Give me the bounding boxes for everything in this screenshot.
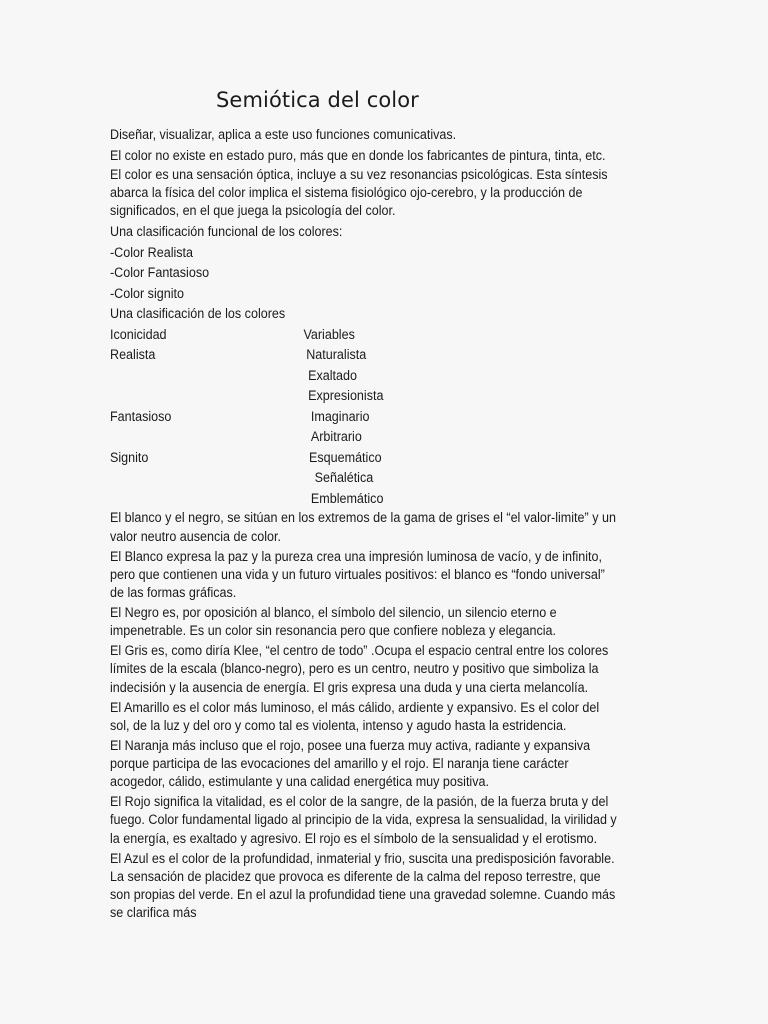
paragraph-negro: El Negro es, por oposición al blanco, el símbolo del silencio, un silencio eterno e impenetrable. Es un color sin resonancia pero que confiere nobleza y elegancia.	[110, 605, 557, 639]
classification-right: Arbitrario	[310, 429, 362, 445]
document-body	[110, 125, 620, 924]
paragraph-blanco: El Blanco expresa la paz y la pureza crea una impresión luminosa de vacío, y de infinito, pero que contienen una vida y un futuro virtuales positivos: el blanco es “fondo universal” de las formas gráficas.	[110, 548, 605, 601]
paragraph-azul: El Azul es el color de la profundidad, inmaterial y frio, suscita una predisposición favorable. La sensación de placidez que provoca es diferente de la calma del reposo terrestre, que son propias del verde. En el azul la profundidad tiene una gravedad solemne. Cuando más se clarifica más	[110, 850, 616, 921]
classification-right: Variables	[303, 326, 355, 342]
intro-line: El color no existe en estado puro, más que en donde los fabricantes de pintura, tinta, etc.	[110, 147, 606, 163]
classification-row	[110, 386, 620, 407]
list-line: Una clasificación de los colores	[110, 306, 286, 322]
document-title: Semiótica del color	[216, 88, 419, 112]
classification-right: Expresionista	[308, 388, 384, 404]
classification-right: Esquemático	[309, 449, 382, 465]
classification-right: Exaltado	[308, 367, 357, 383]
classification-row	[110, 345, 620, 366]
classification-left: Fantasioso	[110, 408, 172, 424]
classification-left: Signito	[110, 449, 149, 465]
list-line: -Color Fantasioso	[110, 265, 210, 281]
classification-right: Naturalista	[306, 347, 367, 363]
classification-row	[110, 407, 620, 428]
classification-left: Iconicidad	[110, 326, 167, 342]
list-line: -Color Realista	[110, 244, 194, 260]
paragraph-blanco-negro: El blanco y el negro, se sitúan en los extremos de la gama de grises el “el valor-limite” y un valor neutro ausencia de color.	[110, 510, 616, 544]
paragraph-amarillo: El Amarillo es el color más luminoso, el más cálido, ardiente y expansivo. Es el color del sol, de la luz y del oro y como tal es violenta, intenso y agudo hasta la estridencia.	[110, 699, 600, 733]
classification-row	[110, 489, 620, 510]
list-line: -Color signito	[110, 285, 184, 301]
paragraph-rojo: El Rojo significa la vitalidad, es el color de la sangre, de la pasión, de la fuerza bruta y del fuego. Color fundamental ligado al principio de la vida, expresa la sensualidad, la virilidad y la energía, es exaltado y agresivo. El rojo es el símbolo de la sensualidad y el erotismo.	[110, 794, 617, 846]
classification-row	[110, 468, 620, 489]
intro-line: Diseñar, visualizar, aplica a este uso funciones comunicativas.	[110, 127, 457, 142]
classification-row	[110, 448, 620, 469]
classification-right: Emblemático	[310, 490, 384, 506]
paragraph-naranja: El Naranja más incluso que el rojo, posee una fuerza muy activa, radiante y expansiva porque participa de las evocaciones del amarillo y el rojo. El naranja tiene carácter acogedor, cálido, estimulante y una calidad energética muy positiva.	[110, 737, 591, 790]
classification-row	[110, 325, 620, 346]
paragraph-sensacion: El color es una sensación óptica, incluye a su vez resonancias psicológicas. Esta síntesis abarca la física del color implica el sistema fisiológico ojo-cerebro, y la producción de significados, en el que juega la psicología del color.	[110, 167, 608, 219]
classification-row	[110, 366, 620, 387]
list-line: Una clasificación funcional de los colores:	[110, 224, 343, 240]
classification-row	[110, 427, 620, 448]
classification-left: Realista	[110, 347, 156, 363]
classification-right: Señalética	[314, 470, 374, 486]
paragraph-gris: El Gris es, como diría Klee, “el centro de todo” .Ocupa el espacio central entre los colores límites de la escala (blanco-negro), pero es un centro, neutro y positivo que simboliza la indecisión y la ausencia de energía. El gris expresa una duda y una cierta melancolía.	[110, 643, 609, 695]
classification-right: Imaginario	[310, 408, 370, 424]
